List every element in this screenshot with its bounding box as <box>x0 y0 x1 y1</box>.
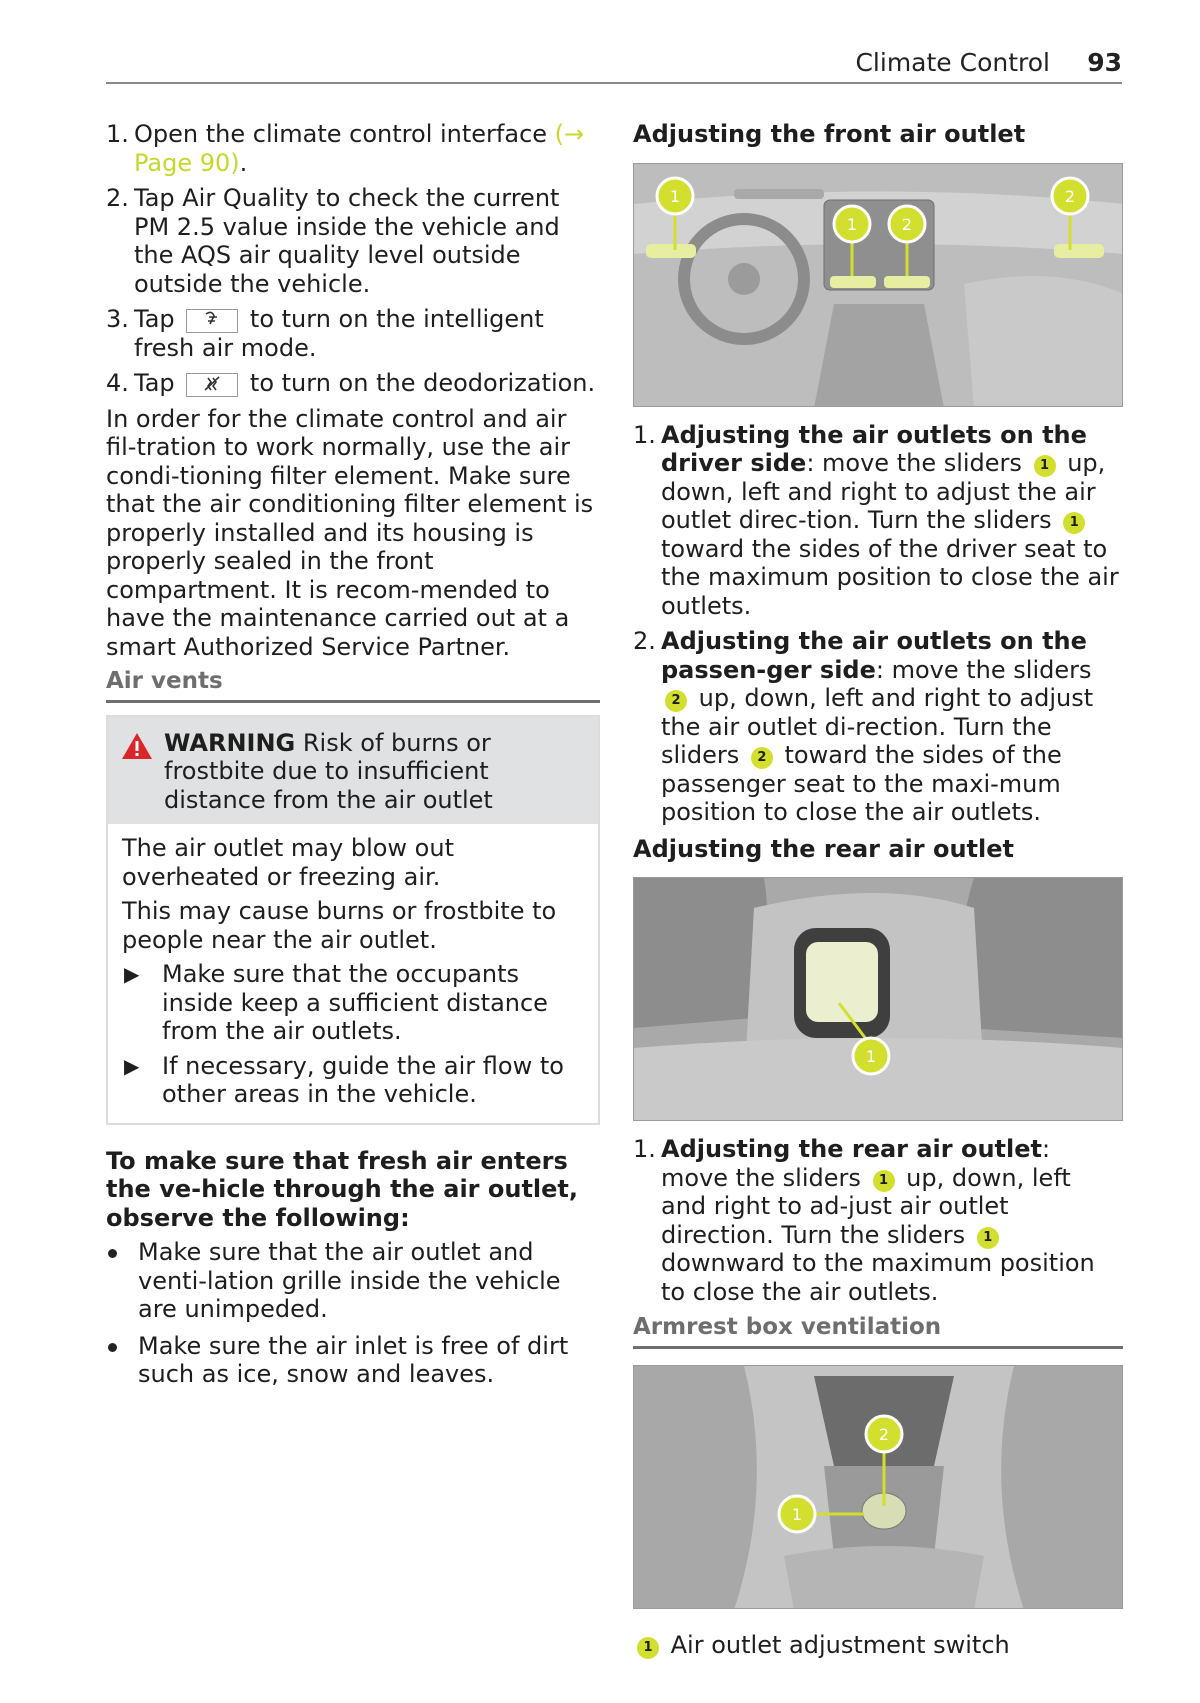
list-item: 4. Tap to turn on the deodorization. <box>106 369 596 397</box>
section-heading-armrest: Armrest box ventilation <box>633 1313 1123 1349</box>
bullet-dot-icon <box>108 1249 117 1258</box>
rear-outlet-figure <box>633 877 1123 1121</box>
callout-badge: 2 <box>665 690 687 712</box>
warning-header <box>108 717 598 825</box>
chapter-title: Climate Control <box>855 48 1050 77</box>
figure-callout <box>1052 178 1088 214</box>
warning-list <box>122 960 584 1109</box>
warning-label: WARNING <box>164 728 296 757</box>
list-item: 1. Open the climate control interface (→ Page 90). <box>106 120 585 177</box>
callout-badge: 1 <box>977 1227 999 1249</box>
callout-badge: 1 <box>1034 455 1056 477</box>
rear-outlet-heading: Adjusting the rear air outlet <box>633 834 1014 863</box>
svg-text:1: 1 <box>669 186 681 206</box>
warning-body: The air outlet may blow out overheated or freezing air. This may cause burns or frostbite to people near the air outlet. ▶ Make sure that the occupants inside keep a sufficient distance from the air outlets. ▶ If necessary, guide the air flow to other areas in the vehicle. <box>108 824 598 1123</box>
svg-text:2: 2 <box>1064 186 1076 206</box>
front-dashboard-figure <box>633 163 1123 407</box>
page-link[interactable]: (→ Page 90) <box>134 120 585 177</box>
armrest-figure <box>633 1365 1123 1609</box>
arrow-bullet-icon: ▶ <box>124 1053 140 1078</box>
svg-text:2: 2 <box>901 214 913 234</box>
callout-badge: 2 <box>751 747 773 769</box>
left-column <box>106 120 600 1397</box>
front-steps-list <box>633 421 1123 827</box>
fresh-air-list <box>106 1238 600 1389</box>
warning-triangle-icon <box>120 731 154 761</box>
steps-list <box>106 120 600 398</box>
warning-title: Risk of burns or frostbite due to insufficient distance from the air outlet <box>164 728 493 814</box>
list-item: Make sure the air inlet is free of dirt such as ice, snow and leaves. <box>106 1332 600 1389</box>
figure-callout <box>866 1416 902 1452</box>
svg-text:2: 2 <box>878 1424 890 1444</box>
figure-callout <box>779 1496 815 1532</box>
warning-box <box>106 715 600 1125</box>
list-item: 3. Tap to turn on the intelligent fresh air mode. <box>106 305 544 362</box>
section-heading-air-vents: Air vents <box>106 667 600 703</box>
deodorize-icon <box>186 373 238 397</box>
front-outlet-heading: Adjusting the front air outlet <box>633 120 1026 148</box>
callout-badge: 1 <box>873 1170 895 1192</box>
list-item: ▶ If necessary, guide the air flow to other areas in the vehicle. <box>124 1051 564 1108</box>
svg-text:1: 1 <box>846 214 858 234</box>
fresh-air-icon <box>186 309 238 333</box>
list-item: 2. Tap Air Quality to check the current PM 2.5 value inside the vehicle and the AQS air quality level outside outside the vehicle. <box>106 184 560 298</box>
right-column <box>633 120 1123 1659</box>
list-item: 2. Adjusting the air outlets on the passen-ger side: move the sliders 2 up, down, left and right to adjust the air outlet di-rection. Turn the sliders 2 toward the sides of the passenger seat to the maxi-mum position to close the air outlets. <box>633 627 1094 826</box>
page-number: 93 <box>1087 48 1122 77</box>
list-item: Make sure that the air outlet and venti-lation grille inside the vehicle are unimpeded. <box>106 1238 600 1324</box>
callout-badge: 1 <box>1063 512 1085 534</box>
fresh-air-heading: To make sure that fresh air enters the ve-hicle through the air outlet, observe the following: <box>106 1146 579 1232</box>
figure-callout <box>657 178 693 214</box>
figure-callout <box>853 1038 889 1074</box>
figure-legend <box>633 1631 1123 1660</box>
list-item: 1. Adjusting the rear air outlet: move the sliders 1 up, down, left and right to ad-just air outlet direction. Turn the sliders 1 downward to the maximum position to close the air outlets. <box>633 1135 1095 1306</box>
list-item: 1. Adjusting the air outlets on the driver side: move the sliders 1 up, down, left and right to adjust the air outlet direc-tion. Turn the sliders 1 toward the sides of the driver seat to the maximum position to close the air outlets. <box>633 420 1119 620</box>
page-header <box>106 44 1122 84</box>
arrow-bullet-icon: ▶ <box>124 962 140 986</box>
bullet-dot-icon <box>108 1343 117 1352</box>
figure-callout <box>889 206 925 242</box>
rear-steps-list <box>633 1135 1123 1306</box>
legend-text: Air outlet adjustment switch <box>670 1630 1010 1659</box>
svg-text:1: 1 <box>865 1047 877 1066</box>
figure-callout <box>834 206 870 242</box>
callout-badge: 1 <box>637 1637 659 1659</box>
filter-paragraph: In order for the climate control and air fil-tration to work normally, use the air condi-tioning filter element. Make sure that the air conditioning filter element is properly installed and its housing is properly sealed in the front compartment. It is recom-mended to have the maintenance carried out at a smart Authorized Service Partner. <box>106 404 594 661</box>
list-item: ▶ Make sure that the occupants inside keep a sufficient distance from the air outlets. <box>124 960 548 1045</box>
svg-text:1: 1 <box>791 1504 803 1524</box>
